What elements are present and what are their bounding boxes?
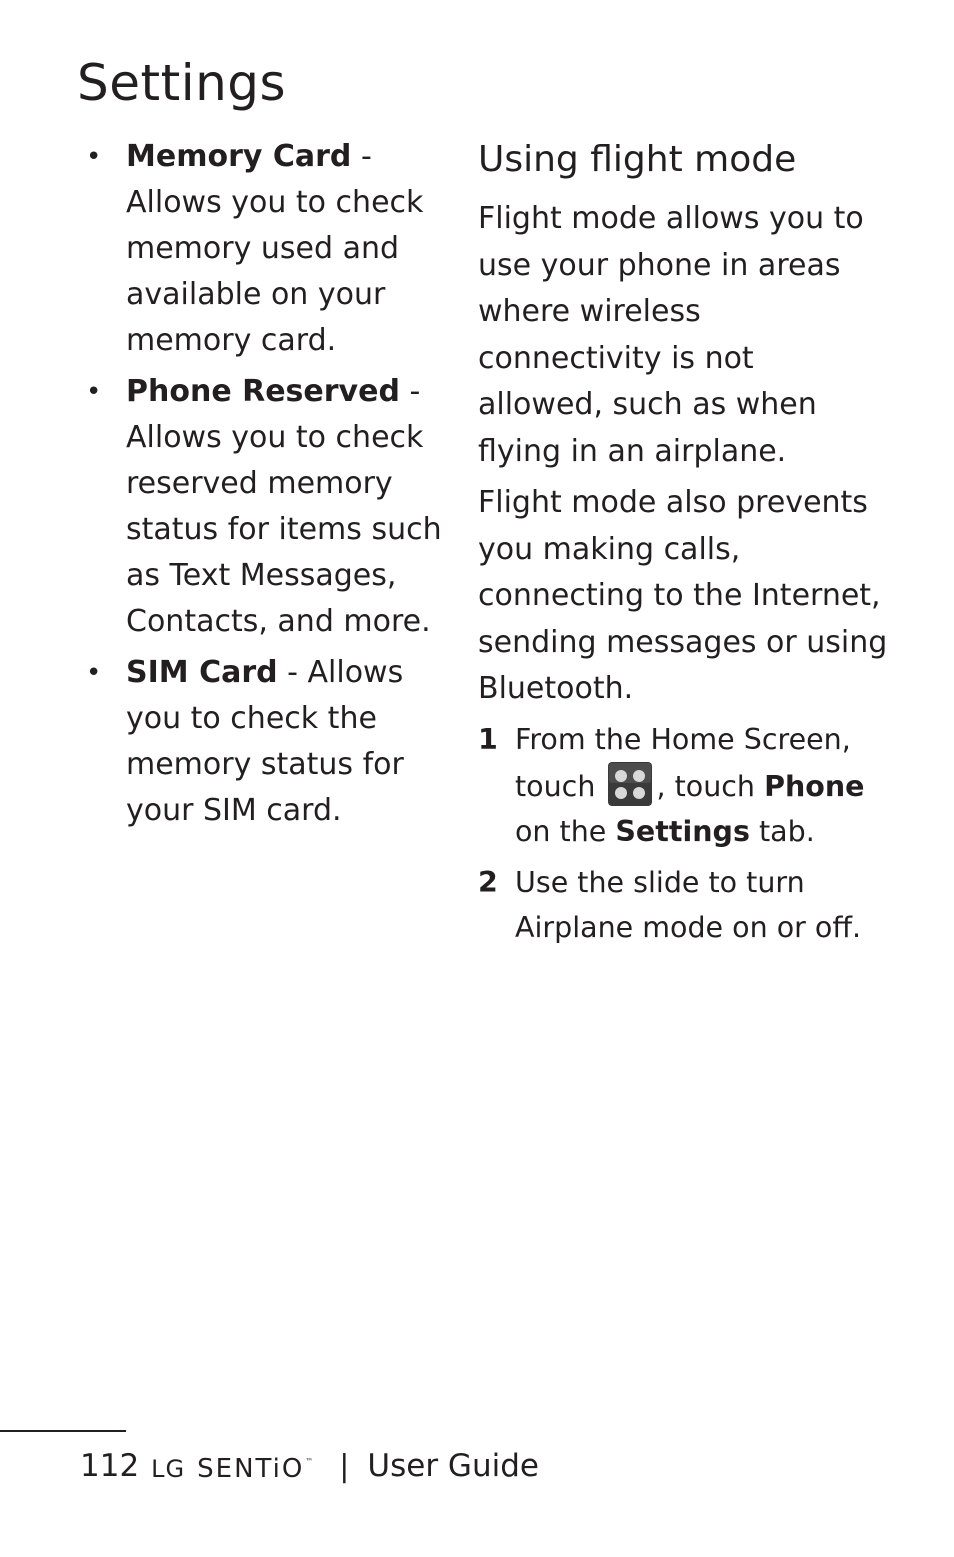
step-text: Use the slide to turn Airplane mode on or off. (515, 866, 862, 944)
trademark-symbol: ™ (305, 1456, 314, 1466)
bullet-item-sim-card (82, 650, 462, 834)
bullet-term: Memory Card (126, 139, 352, 174)
step-item (478, 861, 888, 950)
step-bold-settings: Settings (615, 814, 750, 848)
bullet-term: SIM Card (126, 655, 278, 690)
apps-grid-icon (608, 762, 652, 806)
footer-separator: | (339, 1448, 350, 1484)
footer-guide-label: User Guide (367, 1448, 539, 1484)
paragraph: Flight mode also prevents you making calls, connecting to the Internet, sending messages or using Bluetooth. (478, 485, 888, 706)
step-number: 2 (478, 866, 498, 899)
bullet-text: - Allows you to check memory used and available on your memory card. (126, 139, 424, 358)
step-item (478, 718, 888, 855)
bullet-item-memory-card (82, 134, 462, 364)
page-number: 112 (80, 1448, 140, 1484)
step-bold-phone: Phone (764, 770, 865, 803)
step-text: tab. (749, 814, 815, 848)
bullet-dot: • (86, 142, 102, 172)
step-text: From the Home Screen, touch (515, 722, 851, 803)
model-name: SENTiO (197, 1454, 305, 1484)
step-number: 1 (478, 722, 498, 756)
bullet-text: - Allows you to check the memory status for your SIM card. (126, 655, 404, 828)
brand-logo: LG (151, 1455, 186, 1483)
step-text: on the (515, 814, 616, 848)
page-title: Settings (77, 54, 287, 112)
bullet-dot: • (86, 658, 102, 688)
paragraph: Flight mode allows you to use your phone in areas where wireless connectivity is not allowed, such as when flying in an airplane. (478, 201, 864, 469)
footer (80, 1444, 539, 1488)
bullet-item-phone-reserved (82, 369, 462, 645)
step-text: , touch (656, 770, 765, 803)
footer-rule (0, 1430, 126, 1432)
right-column (478, 134, 888, 957)
bullet-dot: • (86, 377, 102, 407)
left-column (82, 134, 462, 839)
section-heading: Using flight mode (478, 139, 797, 180)
bullet-term: Phone Reserved (126, 374, 400, 409)
bullet-text: - Allows you to check reserved memory status for items such as Text Messages, Contacts, and more. (126, 374, 442, 639)
